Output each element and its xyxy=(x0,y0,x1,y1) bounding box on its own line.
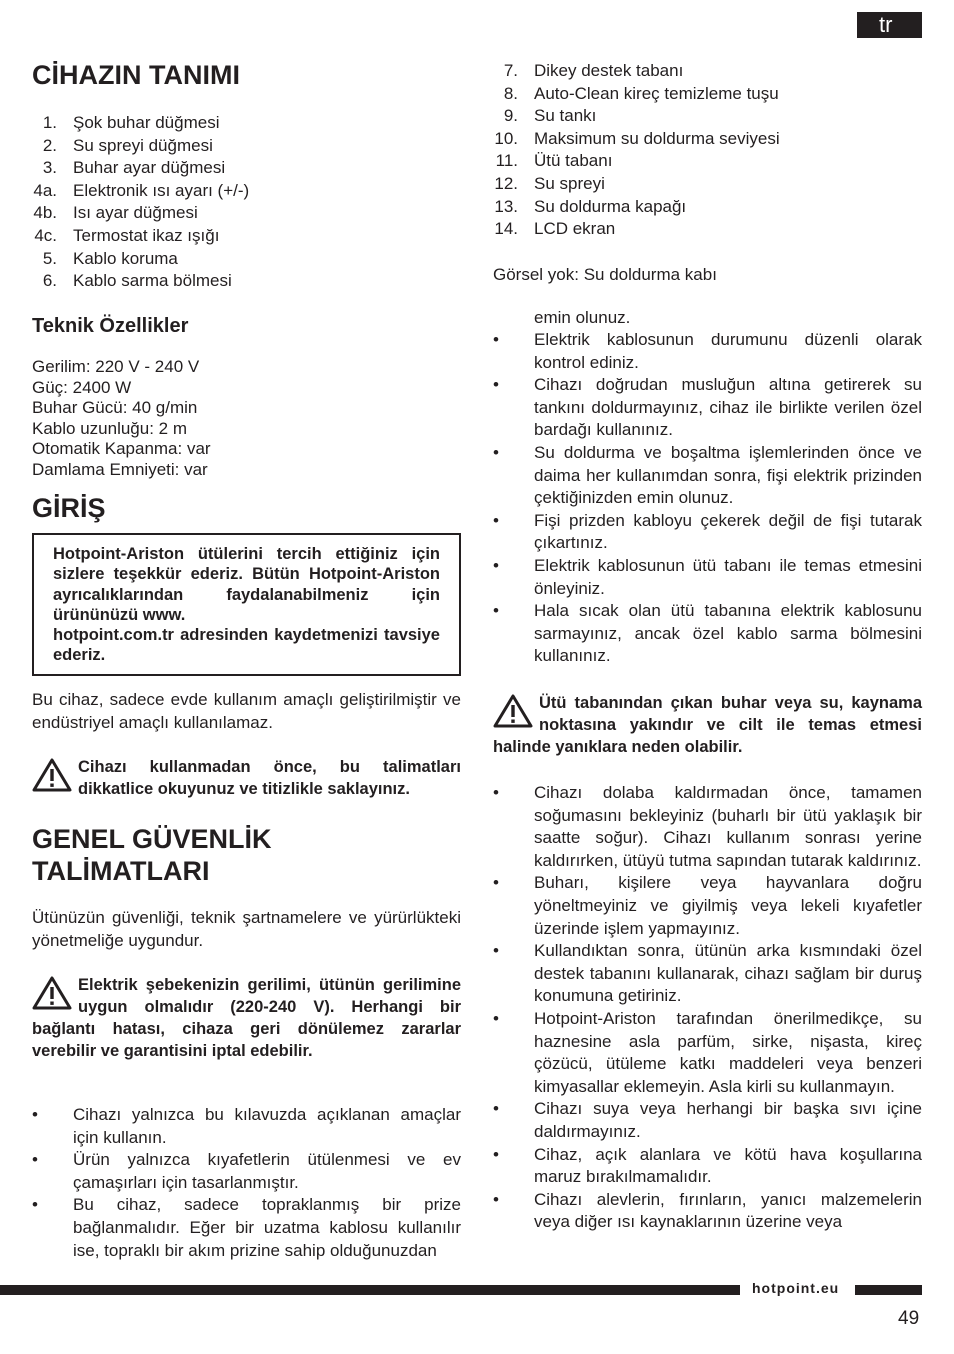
part-number: 7. xyxy=(503,61,518,80)
part-label: Su doldurma kapağı xyxy=(534,196,687,216)
warning-triangle-icon xyxy=(493,694,533,728)
safety-paragraph: Ütünüzün güvenliği, teknik şartnamelere ve yürürlükteki yönetmeliğe uygundur. xyxy=(32,908,461,950)
part-item xyxy=(493,128,780,151)
bullet-item xyxy=(493,1008,922,1098)
part-number: 9. xyxy=(503,106,518,126)
bullet-marker: • xyxy=(32,1105,38,1124)
safety-title-line2: TALİMATLARI xyxy=(32,856,210,886)
part-label: Isı ayar düğmesi xyxy=(73,203,198,223)
device-description-title: CİHAZIN TANIMI xyxy=(32,60,240,90)
continuation-text: emin olunuz. xyxy=(534,308,631,327)
safety-bullets-right-1 xyxy=(493,329,922,668)
bullet-marker: • xyxy=(493,873,499,893)
part-item xyxy=(32,180,249,203)
language-tab: tr xyxy=(857,12,922,38)
part-item xyxy=(493,196,780,219)
bullet-marker: • xyxy=(493,1144,499,1164)
bullet-marker: • xyxy=(493,555,499,575)
bullet-text: Cihazı dolaba kaldırmadan önce, tamamen soğumasını bekleyiniz (buharlı bir ütü yaklaşık bir saatte soğur). Cihazı kullanım sonrası yerine kaldırırken, ütüyü tutma sapından tutarak kaldırınız. xyxy=(534,783,922,870)
bullet-text: Su doldurma ve boşaltma işlemlerinden önce ve daima her kullanımdan sonra, fişi elektrik prizinden çektiğinizden emin olunuz. xyxy=(534,442,922,508)
part-item xyxy=(32,270,249,293)
warning-voltage xyxy=(32,974,461,1062)
bullet-item xyxy=(493,1098,922,1143)
part-number: 1. xyxy=(42,113,57,132)
bullet-item xyxy=(32,1149,461,1194)
bullet-marker: • xyxy=(493,941,499,961)
part-number: 10. xyxy=(494,128,518,148)
part-item xyxy=(493,150,780,173)
bullet-text: Fişi prizden kabloyu çekerek değil de fişi tutarak çıkartınız. xyxy=(534,510,922,553)
intro-paragraph: Bu cihaz, sadece evde kullanım amaçlı geliştirilmiştir ve endüstriyel amaçlı kullanılamaz. xyxy=(32,690,461,732)
part-label: Kablo sarma bölmesi xyxy=(73,271,232,291)
part-label: Su tankı xyxy=(534,106,597,126)
bullet-text: Elektrik kablosunun durumunu düzenli olarak kontrol ediniz. xyxy=(534,330,922,372)
bullet-item xyxy=(493,329,922,374)
bullet-item xyxy=(493,782,922,872)
part-label: Termostat ikaz ışığı xyxy=(73,225,220,245)
bullet-item xyxy=(493,940,922,1008)
part-label: Elektronik ısı ayarı (+/-) xyxy=(73,180,250,200)
part-label: Dikey destek tabanı xyxy=(534,61,684,80)
part-item xyxy=(493,173,780,196)
part-label: Maksimum su doldurma seviyesi xyxy=(534,128,780,148)
part-number: 13. xyxy=(494,196,518,216)
part-item xyxy=(32,112,249,135)
part-number: 12. xyxy=(494,173,518,193)
bullet-item xyxy=(493,510,922,555)
bullet-marker: • xyxy=(493,330,499,349)
safety-bullets-left xyxy=(32,1104,461,1262)
registration-text-2: hotpoint.com.tr adresinden kaydetmenizi tavsiye ederiz. xyxy=(53,626,440,665)
bullet-item xyxy=(493,442,922,510)
bullet-marker: • xyxy=(493,1099,499,1119)
no-image-note: Görsel yok: Su doldurma kabı xyxy=(493,265,717,284)
part-number: 4c. xyxy=(34,225,57,245)
spec-line: Kablo uzunluğu: 2 m xyxy=(32,418,187,438)
part-label: Auto-Clean kireç temizleme tuşu xyxy=(534,83,779,103)
spec-line: Damlama Emniyeti: var xyxy=(32,459,208,479)
warning-text: Cihazı kullanmadan önce, bu talimatları dikkatlice okuyunuz ve titizlikle saklayınız. xyxy=(78,758,461,798)
part-item xyxy=(493,60,780,83)
part-label: Buhar ayar düğmesi xyxy=(73,158,226,178)
part-number: 6. xyxy=(42,271,57,291)
bullet-item xyxy=(32,1194,461,1262)
bullet-text: Hala sıcak olan ütü tabanına elektrik kablosunu sarmayınız, ancak özel kablo sarma bölmesini kullanınız. xyxy=(534,601,922,666)
bullet-text: Bu cihaz, sadece topraklanmış bir prize bağlanmalıdır. Eğer bir uzatma kablosu kullanılır ise, topraklı bir akım prizine sahip olduğunuzdan xyxy=(73,1195,461,1260)
bullet-item xyxy=(493,872,922,940)
bullet-text: Cihaz, açık alanlara ve kötü hava koşullarına maruz bırakılmamalıdır. xyxy=(534,1144,922,1187)
warning-triangle-icon xyxy=(32,758,72,792)
part-number: 8. xyxy=(503,83,518,103)
part-item xyxy=(32,248,249,271)
part-item xyxy=(493,83,780,106)
part-label: Ütü tabanı xyxy=(534,151,613,171)
brand-website: hotpoint.eu xyxy=(752,1280,840,1296)
part-label: Su spreyi xyxy=(534,173,605,193)
spec-line: Buhar Gücü: 40 g/min xyxy=(32,398,198,418)
intro-title: GİRİŞ xyxy=(32,493,106,523)
bullet-item xyxy=(493,1189,922,1234)
bullet-text: Ürün yalnızca kıyafetlerin ütülenmesi ve ev çamaşırları için tasarlanmıştır. xyxy=(73,1150,461,1192)
part-item xyxy=(32,225,249,248)
bullet-marker: • xyxy=(493,442,499,462)
bullet-item xyxy=(32,1104,461,1149)
page-number: 49 xyxy=(898,1308,920,1329)
part-number: 3. xyxy=(42,158,57,178)
safety-title-line1: GENEL GÜVENLİK xyxy=(32,824,272,854)
tech-specs-list xyxy=(32,357,211,481)
bullet-marker: • xyxy=(493,1008,499,1028)
registration-notice-box xyxy=(32,533,461,676)
part-number: 11. xyxy=(495,151,518,171)
warning-read-instructions xyxy=(32,756,461,800)
footer-bar-right xyxy=(855,1285,922,1295)
bullet-text: Hotpoint-Ariston tarafından önerilmedikçe, su haznesine asla parfüm, sirke, nişasta, kireç çözücü, ütüleme katkı maddeleri veya benzeri kimyasallar eklemeyin. Asla kirli su kullanmayın. xyxy=(534,1008,922,1096)
bullet-text: Buharı, kişilere veya hayvanlara doğru yöneltmeyiniz ve giyilmiş veya lekeli kıyafetler üzerinde işlem yapmayınız. xyxy=(534,873,922,938)
part-number: 4b. xyxy=(33,203,57,223)
bullet-marker: • xyxy=(493,601,499,621)
part-number: 5. xyxy=(42,248,57,268)
bullet-marker: • xyxy=(32,1195,38,1215)
warning-text: Elektrik şebekenizin gerilimi, ütünün gerilimine uygun olmalıdır (220-240 V). Herhangi bir bağlantı hatası, cihaza geri dönülemez zararlar verebilir ve garantisini iptal edebilir. xyxy=(32,976,461,1060)
part-label: LCD ekran xyxy=(534,219,616,239)
bullet-text: Cihazı suya veya herhangi bir başka sıvı içine daldırmayınız. xyxy=(534,1099,922,1141)
bullet-item xyxy=(493,600,922,668)
bullet-marker: • xyxy=(493,510,499,530)
bullet-marker: • xyxy=(493,1189,499,1209)
warning-steam-burn xyxy=(493,692,922,758)
bullet-text: Cihazı doğrudan musluğun altına getirerek su tankını doldurmayınız, cihaz ile birlikte verilen özel bardağı kullanınız. xyxy=(534,375,922,440)
bullet-marker: • xyxy=(32,1150,38,1170)
part-item xyxy=(32,202,249,225)
warning-triangle-icon xyxy=(32,976,72,1010)
part-number: 2. xyxy=(42,135,57,155)
spec-line: Güç: 2400 W xyxy=(32,377,132,397)
bullet-marker: • xyxy=(493,375,499,395)
spec-line: Otomatik Kapanma: var xyxy=(32,439,211,459)
bullet-item xyxy=(493,374,922,442)
tech-specs-title: Teknik Özellikler xyxy=(32,315,189,337)
parts-list-left xyxy=(32,112,249,293)
bullet-text: Cihazı yalnızca bu kılavuzda açıklanan amaçlar için kullanın. xyxy=(73,1105,461,1147)
bullet-text: Elektrik kablosunun ütü tabanı ile temas etmesini önleyiniz. xyxy=(534,555,922,598)
bullet-item xyxy=(493,1144,922,1189)
registration-text-1: Hotpoint-Ariston ütülerini tercih ettiğiniz için sizlere teşekkür ederiz. Bütün Hotpoint-Ariston ayrıcalıklarından faydalanabilmeniz için ürününüzü www. xyxy=(53,545,440,624)
warning-text: Ütü tabanından çıkan buhar veya su, kaynama noktasına yakındır ve cilt ile temas etmesi halinde yanıklara neden olabilir. xyxy=(493,694,922,756)
part-item xyxy=(493,105,780,128)
part-label: Kablo koruma xyxy=(73,248,178,268)
spec-line: Gerilim: 220 V - 240 V xyxy=(32,357,200,376)
part-item xyxy=(32,157,249,180)
part-label: Su spreyi düğmesi xyxy=(73,135,213,155)
footer-bar-left xyxy=(0,1285,740,1295)
part-number: 4a. xyxy=(33,180,57,200)
part-label: Şok buhar düğmesi xyxy=(73,113,220,132)
part-number: 14. xyxy=(494,219,518,239)
parts-list-right xyxy=(493,60,780,241)
bullet-marker: • xyxy=(493,783,499,802)
safety-bullets-right-2 xyxy=(493,782,922,1234)
part-item xyxy=(493,218,780,241)
bullet-text: Kullandıktan sonra, ütünün arka kısmındaki özel destek tabanını kullanarak, cihazı sağlam bir duruş konumuna getiriniz. xyxy=(534,941,922,1006)
bullet-item xyxy=(493,555,922,600)
bullet-text: Cihazı alevlerin, fırınların, yanıcı malzemelerin veya diğer ısı kaynaklarının üzerine veya xyxy=(534,1189,922,1232)
part-item xyxy=(32,135,249,158)
